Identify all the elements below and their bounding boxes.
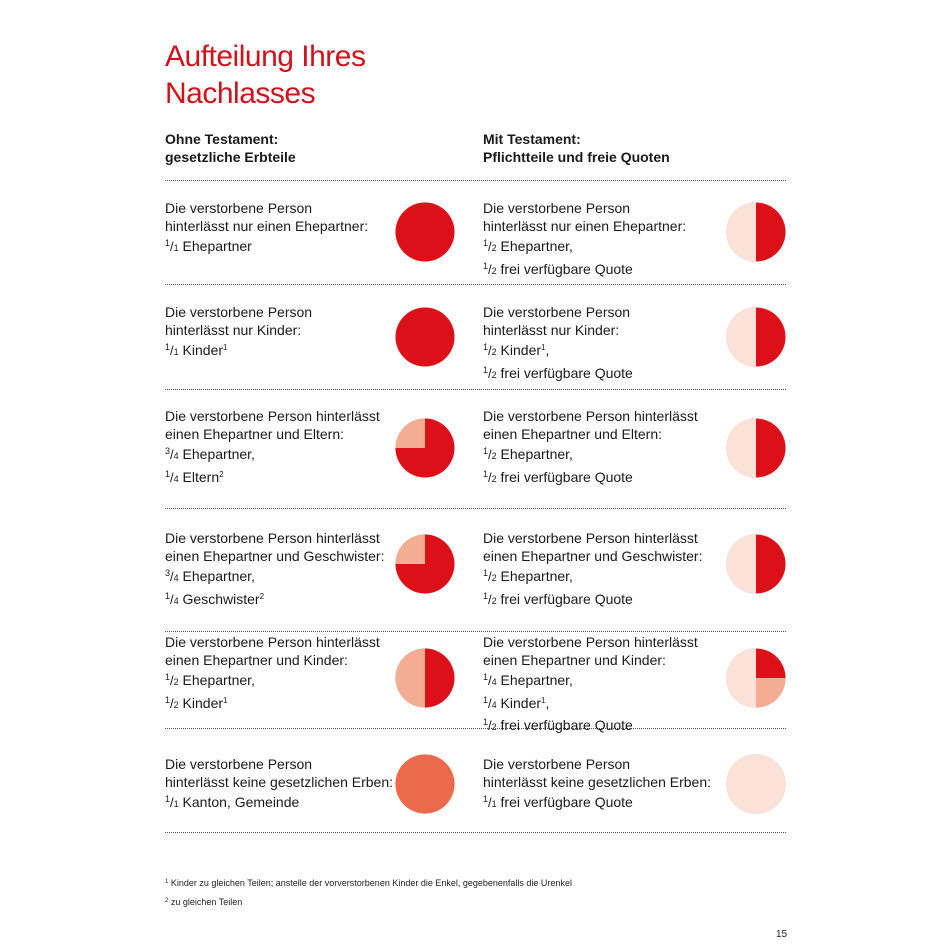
fraction-denominator: 1 bbox=[491, 799, 497, 809]
share-label: Ehepartner, bbox=[182, 568, 255, 584]
pie-slice bbox=[727, 649, 757, 708]
share-label: frei verfügbare Quote bbox=[500, 794, 633, 810]
fraction bbox=[483, 469, 497, 485]
fraction-slash: / bbox=[170, 343, 174, 358]
share-label: frei verfügbare Quote bbox=[500, 364, 633, 381]
row-description-line: Die verstorbene Person bbox=[483, 304, 631, 320]
fraction-numerator: 1 bbox=[165, 238, 171, 248]
fraction-denominator: 1 bbox=[173, 243, 179, 253]
row-description-line: Die verstorbene Person hinterlässt bbox=[165, 530, 380, 546]
fraction-slash: / bbox=[488, 569, 492, 584]
pie-slice bbox=[727, 308, 757, 367]
fraction bbox=[483, 446, 497, 462]
footnotes bbox=[165, 873, 572, 911]
fraction-slash: / bbox=[488, 365, 492, 381]
fraction-numerator: 1 bbox=[483, 468, 489, 479]
fraction-denominator: 1 bbox=[173, 347, 179, 357]
row-text-left bbox=[165, 756, 394, 814]
share-line bbox=[483, 235, 708, 258]
row-text-right bbox=[483, 756, 712, 814]
fraction-denominator: 1 bbox=[173, 799, 179, 809]
pie-chart-left bbox=[395, 534, 455, 594]
fraction-denominator: 2 bbox=[173, 677, 179, 687]
share-label: Ehepartner bbox=[182, 238, 252, 254]
column-header-with-will bbox=[483, 130, 670, 166]
pie-slice bbox=[396, 419, 426, 449]
fraction-denominator: 2 bbox=[491, 722, 497, 732]
fraction-slash: / bbox=[488, 447, 492, 462]
share-label: Ehepartner, bbox=[500, 672, 573, 688]
pie-slice bbox=[756, 203, 786, 262]
row-description-line: Die verstorbene Person hinterlässt bbox=[483, 408, 698, 424]
row-text-left bbox=[165, 530, 390, 610]
share-label: Geschwister bbox=[182, 590, 260, 607]
fraction-slash: / bbox=[170, 673, 174, 688]
page-title bbox=[165, 38, 365, 112]
column-header-line: Pflichtteile und freie Quoten bbox=[483, 149, 670, 165]
fraction-numerator: 3 bbox=[165, 568, 171, 578]
share-line bbox=[483, 669, 708, 692]
pie-slice bbox=[727, 535, 757, 594]
share-label: Kinder bbox=[182, 342, 224, 358]
share-label: Kinder bbox=[500, 694, 542, 711]
fraction bbox=[483, 794, 497, 810]
fraction-denominator: 4 bbox=[173, 573, 179, 583]
row-description-line: Die verstorbene Person bbox=[483, 756, 631, 772]
row-description-line: hinterlässt nur einen Ehepartner: bbox=[165, 217, 369, 234]
fraction-numerator: 1 bbox=[165, 672, 171, 682]
fraction-numerator: 1 bbox=[165, 794, 171, 804]
row-text-left bbox=[165, 200, 390, 258]
fraction-numerator: 1 bbox=[165, 342, 171, 352]
pie-chart-right bbox=[726, 418, 786, 478]
fraction-slash: / bbox=[488, 469, 492, 485]
footnote-reference: 2 bbox=[259, 591, 265, 601]
fraction bbox=[165, 591, 179, 607]
column-header-line: Ohne Testament: bbox=[165, 131, 279, 147]
pie-chart-left bbox=[395, 648, 455, 708]
fraction bbox=[165, 238, 179, 254]
pie-slice bbox=[425, 649, 455, 708]
fraction-slash: / bbox=[488, 718, 492, 733]
row-description-line: Die verstorbene Person hinterlässt bbox=[165, 634, 380, 650]
fraction-numerator: 3 bbox=[165, 446, 171, 456]
fraction-slash: / bbox=[170, 239, 174, 254]
share-label: Kinder bbox=[182, 694, 224, 711]
share-label: frei verfügbare Quote bbox=[500, 590, 633, 607]
row-description-line: einen Ehepartner und Kinder: bbox=[483, 651, 666, 668]
fraction-denominator: 4 bbox=[491, 699, 497, 710]
fraction-slash: / bbox=[488, 695, 492, 711]
fraction-numerator: 1 bbox=[483, 672, 489, 682]
dotted-divider bbox=[165, 180, 786, 181]
fraction bbox=[165, 342, 179, 358]
share-line bbox=[483, 258, 708, 281]
pie-slice bbox=[756, 678, 786, 708]
pie-slice bbox=[396, 649, 426, 708]
fraction-denominator: 2 bbox=[173, 699, 179, 710]
row-description-line: einen Ehepartner und Eltern: bbox=[483, 425, 663, 442]
pie-slice bbox=[756, 535, 786, 594]
share-line bbox=[165, 235, 390, 258]
row-text-right bbox=[483, 530, 708, 610]
pie-chart-left bbox=[395, 307, 455, 367]
share-line bbox=[483, 588, 708, 611]
fraction bbox=[483, 672, 497, 688]
fraction-numerator: 1 bbox=[483, 364, 489, 375]
pie-chart-left bbox=[395, 418, 455, 478]
dotted-divider bbox=[165, 832, 786, 833]
page-number: 15 bbox=[776, 929, 788, 940]
dotted-divider bbox=[165, 389, 786, 390]
fraction bbox=[483, 261, 497, 277]
pie-chart-left bbox=[395, 754, 455, 814]
share-label: Kinder bbox=[500, 342, 542, 358]
dotted-divider bbox=[165, 631, 786, 632]
share-label: Ehepartner, bbox=[182, 446, 255, 462]
fraction-slash: / bbox=[488, 261, 492, 277]
share-line bbox=[165, 339, 390, 362]
dotted-divider bbox=[165, 284, 786, 285]
row-description-line: Die verstorbene Person hinterlässt bbox=[483, 634, 698, 650]
fraction-numerator: 1 bbox=[165, 590, 171, 601]
share-line bbox=[483, 714, 708, 737]
fraction-numerator: 1 bbox=[483, 794, 489, 804]
row-description-line: hinterlässt keine gesetzlichen Erben: bbox=[483, 773, 712, 790]
share-line bbox=[483, 362, 708, 385]
pie-slice bbox=[727, 419, 757, 478]
fraction-numerator: 1 bbox=[483, 260, 489, 271]
footnote-reference: 1 bbox=[541, 343, 546, 352]
share-line bbox=[165, 669, 390, 692]
share-line bbox=[165, 565, 390, 588]
column-header-without-will bbox=[165, 130, 296, 166]
share-line bbox=[483, 692, 708, 715]
share-punctuation: , bbox=[545, 342, 550, 358]
fraction-denominator: 2 bbox=[491, 265, 497, 276]
pie-chart-right bbox=[726, 648, 786, 708]
row-description-line: einen Ehepartner und Kinder: bbox=[165, 651, 348, 668]
fraction-slash: / bbox=[170, 795, 174, 810]
share-line bbox=[165, 692, 390, 715]
fraction-slash: / bbox=[488, 795, 492, 810]
share-label: Ehepartner, bbox=[500, 238, 573, 254]
title-line-1: Aufteilung Ihres bbox=[165, 40, 366, 73]
title-line-2: Nachlasses bbox=[165, 77, 316, 110]
share-line bbox=[483, 443, 708, 466]
row-text-left bbox=[165, 634, 390, 714]
row-description-line: einen Ehepartner und Geschwister: bbox=[483, 547, 703, 564]
column-header-line: Mit Testament: bbox=[483, 131, 581, 147]
fraction bbox=[165, 568, 179, 584]
share-label: frei verfügbare Quote bbox=[500, 717, 633, 733]
fraction bbox=[165, 469, 179, 485]
pie-slice bbox=[756, 419, 786, 478]
fraction-denominator: 2 bbox=[491, 243, 497, 253]
fraction bbox=[483, 591, 497, 607]
fraction bbox=[165, 695, 179, 711]
share-line bbox=[165, 588, 390, 611]
share-label: Ehepartner, bbox=[182, 672, 255, 688]
fraction-numerator: 1 bbox=[483, 590, 489, 601]
pie-chart-left bbox=[395, 202, 455, 262]
share-line bbox=[483, 791, 708, 814]
fraction-slash: / bbox=[488, 343, 492, 358]
footnote-reference: 1 bbox=[223, 695, 228, 705]
share-line bbox=[483, 339, 708, 362]
row-description-line: einen Ehepartner und Geschwister: bbox=[165, 547, 385, 564]
fraction-slash: / bbox=[488, 673, 492, 688]
row-text-right bbox=[483, 200, 708, 280]
fraction-slash: / bbox=[170, 447, 174, 462]
row-description-line: Die verstorbene Person hinterlässt bbox=[483, 530, 698, 546]
fraction-denominator: 2 bbox=[491, 573, 497, 583]
share-label: Ehepartner, bbox=[500, 568, 573, 584]
share-label: Ehepartner, bbox=[500, 446, 573, 462]
share-line bbox=[165, 443, 390, 466]
fraction-denominator: 2 bbox=[491, 473, 497, 484]
row-text-right bbox=[483, 304, 708, 384]
fraction-slash: / bbox=[488, 591, 492, 607]
fraction bbox=[483, 238, 497, 254]
row-description-line: Die verstorbene Person hinterlässt bbox=[165, 408, 380, 424]
footnote-reference: 1 bbox=[223, 343, 228, 352]
column-header-line: gesetzliche Erbteile bbox=[165, 149, 296, 165]
fraction-slash: / bbox=[170, 591, 174, 607]
fraction-numerator: 1 bbox=[483, 238, 489, 248]
row-description-line: Die verstorbene Person bbox=[165, 756, 313, 772]
fraction bbox=[483, 365, 497, 381]
fraction-denominator: 4 bbox=[491, 677, 497, 687]
row-text-left bbox=[165, 304, 390, 362]
pie-slice bbox=[756, 308, 786, 367]
footnote-reference: 2 bbox=[219, 469, 224, 479]
fraction-numerator: 1 bbox=[165, 468, 171, 479]
fraction bbox=[483, 717, 497, 733]
fraction bbox=[165, 672, 179, 688]
share-punctuation: , bbox=[545, 694, 550, 711]
share-label: Eltern bbox=[182, 468, 220, 485]
fraction-denominator: 2 bbox=[491, 369, 497, 380]
fraction-denominator: 2 bbox=[491, 595, 497, 606]
fraction-denominator: 2 bbox=[491, 347, 497, 357]
footnote-reference: 1 bbox=[541, 695, 546, 705]
row-text-left bbox=[165, 408, 390, 488]
row-description-line: hinterlässt nur einen Ehepartner: bbox=[483, 217, 687, 234]
fraction-numerator: 1 bbox=[483, 717, 489, 727]
fraction-slash: / bbox=[170, 569, 174, 584]
dotted-divider bbox=[165, 508, 786, 509]
row-description-line: Die verstorbene Person bbox=[165, 304, 313, 320]
fraction-slash: / bbox=[170, 695, 174, 711]
fraction-denominator: 4 bbox=[173, 473, 179, 484]
fraction-denominator: 2 bbox=[491, 451, 497, 461]
pie-chart-right bbox=[726, 307, 786, 367]
row-description-line: hinterlässt nur Kinder: bbox=[165, 321, 302, 338]
fraction-numerator: 1 bbox=[483, 568, 489, 578]
row-description-line: Die verstorbene Person bbox=[483, 200, 631, 216]
fraction-numerator: 1 bbox=[165, 694, 171, 705]
share-line bbox=[165, 791, 390, 814]
footnote-1: $^1$ Kinder zu gleichen Teilen; anstelle der vorverstorbenen Kinder die Enkel, gegebenenfalls die Urenkel bbox=[165, 878, 572, 888]
fraction bbox=[483, 342, 497, 358]
fraction bbox=[165, 794, 179, 810]
share-line bbox=[483, 466, 708, 489]
fraction-slash: / bbox=[170, 469, 174, 485]
row-text-right bbox=[483, 634, 708, 737]
fraction bbox=[483, 695, 497, 711]
fraction-denominator: 4 bbox=[173, 451, 179, 461]
share-line bbox=[165, 466, 390, 489]
fraction bbox=[165, 446, 179, 462]
footnote-2: $^2$ zu gleichen Teilen bbox=[165, 897, 243, 907]
fraction-denominator: 4 bbox=[173, 595, 179, 606]
row-description-line: hinterlässt keine gesetzlichen Erben: bbox=[165, 773, 394, 790]
fraction-numerator: 1 bbox=[483, 446, 489, 456]
share-line bbox=[483, 565, 708, 588]
share-label: frei verfügbare Quote bbox=[500, 260, 633, 277]
fraction-numerator: 1 bbox=[483, 342, 489, 352]
fraction-slash: / bbox=[488, 239, 492, 254]
pie-chart-right bbox=[726, 202, 786, 262]
row-description-line: Die verstorbene Person bbox=[165, 200, 313, 216]
fraction-numerator: 1 bbox=[483, 694, 489, 705]
row-description-line: einen Ehepartner und Eltern: bbox=[165, 425, 345, 442]
row-text-right bbox=[483, 408, 708, 488]
share-label: frei verfügbare Quote bbox=[500, 468, 633, 485]
pie-chart-right bbox=[726, 534, 786, 594]
pie-slice bbox=[756, 649, 786, 679]
pie-slice bbox=[396, 535, 426, 565]
share-label: Kanton, Gemeinde bbox=[182, 794, 300, 810]
pie-chart-right bbox=[726, 754, 786, 814]
pie-slice bbox=[727, 203, 757, 262]
row-description-line: hinterlässt nur Kinder: bbox=[483, 321, 620, 338]
fraction bbox=[483, 568, 497, 584]
